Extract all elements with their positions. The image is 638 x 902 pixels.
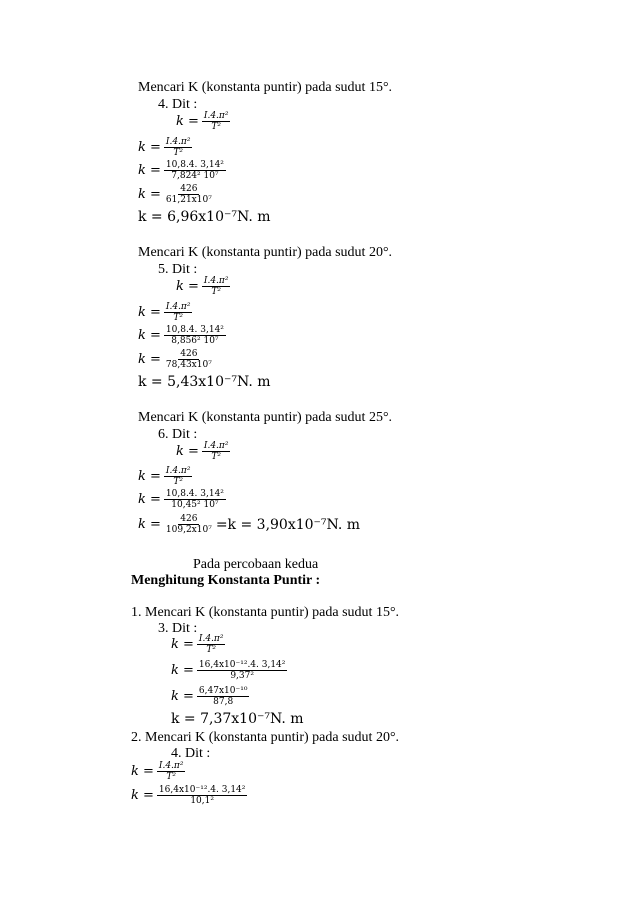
simplify-step: k = $\frac{\text{6,47x10⁻¹⁰}}{87,8}$ (171, 686, 248, 707)
result-25: =k = 3,90x10⁻⁷N. m (215, 516, 361, 533)
item-1-heading: 1. Mencari K (konstanta puntir) pada sudut 15°. (131, 605, 400, 620)
substitution-step: k = $\frac{\text{16,4x10⁻¹².4. 3,14²}}{\text{9,37²}}$ (171, 660, 286, 681)
dit-label: 4. Dit : (171, 746, 211, 761)
formula-k: k = $\frac{\text{I.4.π²}}{\text{T²}}$ (176, 111, 229, 132)
result-20: k = 5,43x10⁻⁷N. m (138, 374, 271, 390)
formula-k: k = $\frac{\text{I.4.π²}}{\text{T²}}$ (131, 761, 184, 782)
heading-25: Mencari K (konstanta puntir) pada sudut 25°. (138, 410, 393, 425)
substitution-step: k = $\frac{\text{10,8.4. 3,14²}}{\text{10,45² 10⁷}}$ (138, 489, 224, 510)
section-title: Menghitung Konstanta Puntir : (131, 573, 321, 588)
simplify-step: k = $\frac{426}{\text{78,43x10⁷}}$ (138, 349, 212, 370)
formula-k: k = $\frac{\text{I.4.π²}}{\text{T²}}$ (138, 466, 191, 487)
simplify-step: k = $\frac{426}{\text{61,21x10⁷}}$ (138, 184, 212, 205)
simplify-step: k = $\frac{426}{\text{109,2x10⁷}}$ =k = 3,90x10⁻⁷N. m (138, 514, 361, 535)
result-item-1: k = 7,37x10⁻⁷N. m (171, 711, 304, 727)
formula-k: k = $\frac{\text{I.4.π²}}{\text{T²}}$ (138, 302, 191, 323)
caption: Pada percobaan kedua (193, 557, 319, 572)
formula-k: k = $\frac{\text{I.4.π²}}{\text{T²}}$ (171, 634, 224, 655)
formula-k: k = $\frac{\text{I.4.π²}}{\text{T²}}$ (138, 137, 191, 158)
result-15: k = 6,96x10⁻⁷N. m (138, 209, 271, 225)
substitution-step: k = $\frac{\text{16,4x10⁻¹².4. 3,14²}}{\text{10,1²}}$ (131, 785, 246, 806)
item-2-heading: 2. Mencari K (konstanta puntir) pada sudut 20°. (131, 730, 400, 745)
substitution-step: k = $\frac{\text{10,8.4. 3,14²}}{\text{8,856² 10⁷}}$ (138, 325, 224, 346)
dit-label: 4. Dit : (158, 97, 198, 112)
heading-20: Mencari K (konstanta puntir) pada sudut 20°. (138, 245, 393, 260)
heading-15: Mencari K (konstanta puntir) pada sudut 15°. (138, 80, 393, 95)
dit-label: 5. Dit : (158, 262, 198, 277)
substitution-step: k = $\frac{\text{10,8.4. 3,14²}}{\text{7,824² 10⁷}}$ (138, 160, 224, 181)
formula-k: k = $\frac{\text{I.4.π²}}{\text{T²}}$ (176, 276, 229, 297)
dit-label: 6. Dit : (158, 427, 198, 442)
formula-k: k = $\frac{\text{I.4.π²}}{\text{T²}}$ (176, 441, 229, 462)
dit-label: 3. Dit : (158, 621, 198, 636)
